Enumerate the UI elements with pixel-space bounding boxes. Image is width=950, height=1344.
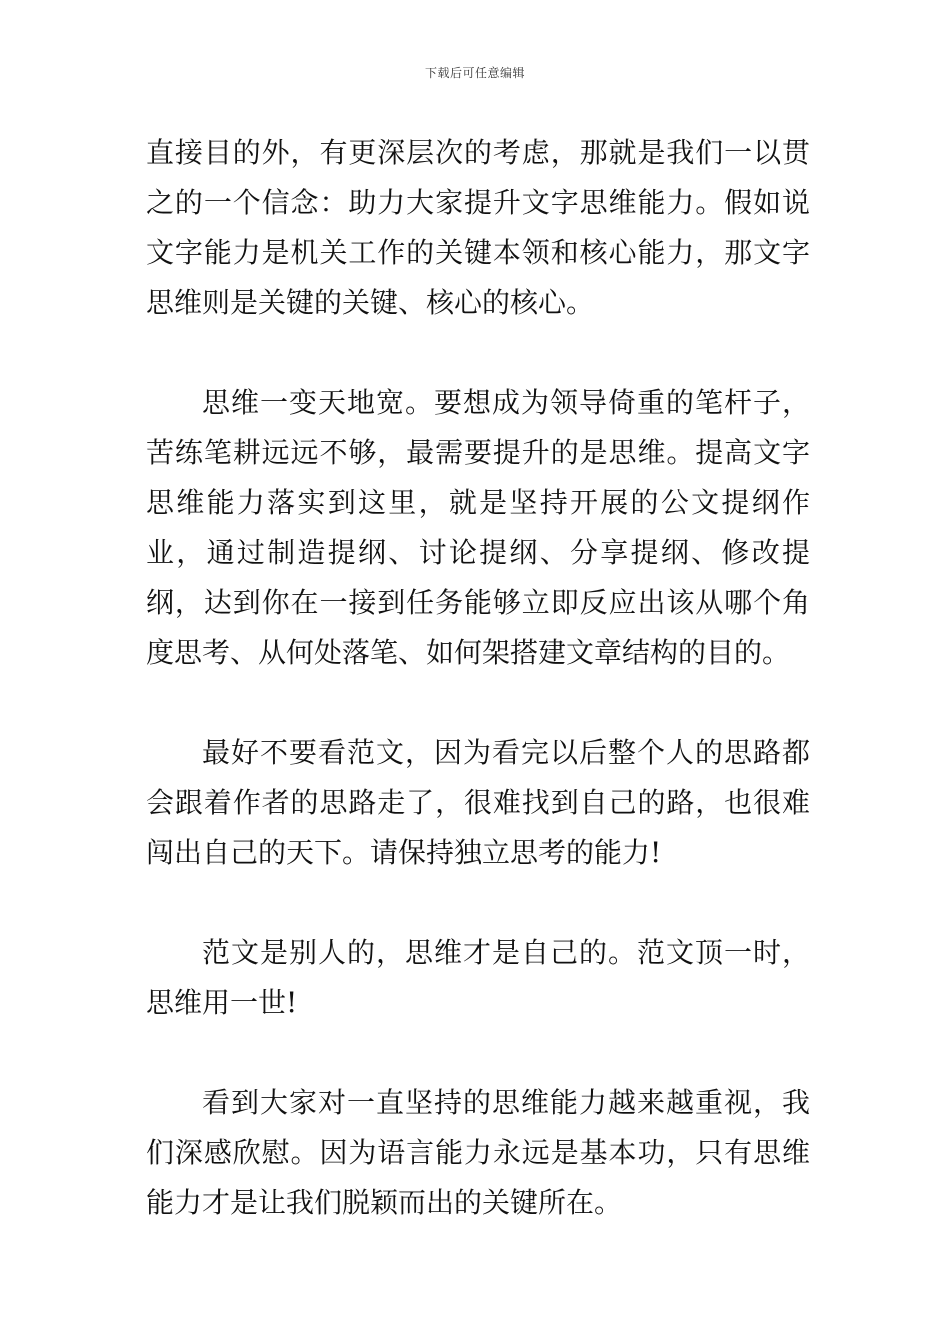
paragraph-gap (146, 678, 810, 728)
paragraph-gap (146, 328, 810, 378)
page-header: 下载后可任意编辑 (424, 66, 525, 80)
paragraph-gap (146, 1028, 810, 1078)
paragraph: 最好不要看范文，因为看完以后整个人的思路都会跟着作者的思路走了，很难找到自己的路，也很难闯出自己的天下。请保持独立思考的能力! (146, 736, 810, 869)
paragraph-continued: 直接目的外，有更深层次的考虑，那就是我们一以贯之的一个信念：助力大家提升文字思维能力。假如说文字能力是机关工作的关键本领和核心能力，那文字思维则是关键的关键、核心的核心。 (146, 136, 810, 319)
paragraph: 看到大家对一直坚持的思维能力越来越重视，我们深感欣慰。因为语言能力永远是基本功，只有思维能力才是让我们脱颖而出的关键所在。 (146, 1086, 810, 1219)
paragraph-gap (146, 878, 810, 928)
paragraph: 思维一变天地宽。要想成为领导倚重的笔杆子，苦练笔耕远远不够，最需要提升的是思维。提高文字思维能力落实到这里，就是坚持开展的公文提纲作业，通过制造提纲、讨论提纲、分享提纲、修改提纲，达到你在一接到任务能够立即反应出该从哪个角度思考、从何处落笔、如何架搭建文章结构的目的。 (146, 386, 810, 669)
document-body (146, 128, 810, 1228)
paragraph: 范文是别人的，思维才是自己的。范文顶一时，思维用一世! (146, 936, 810, 1019)
